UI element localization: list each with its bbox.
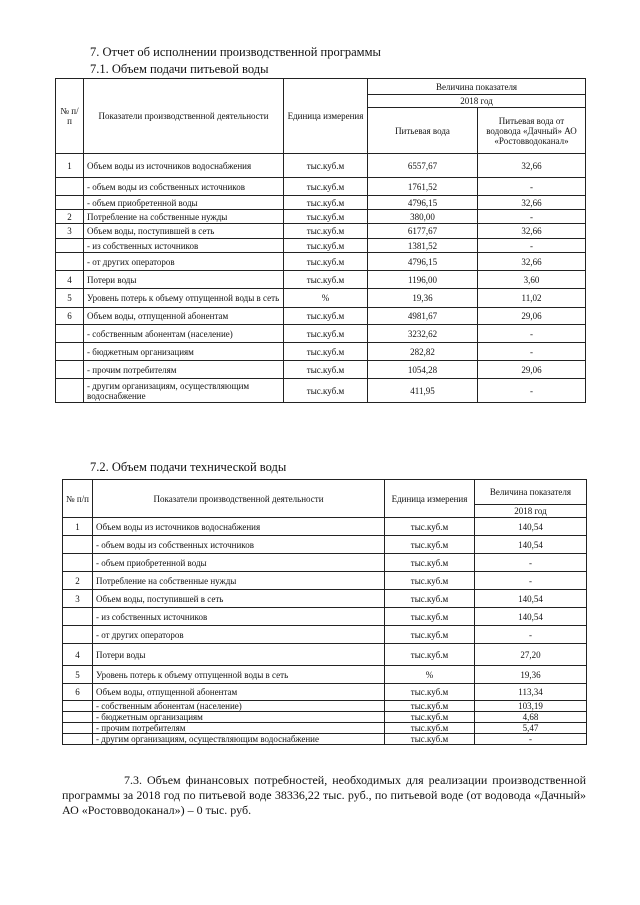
row-unit: тыс.куб.м bbox=[385, 608, 475, 626]
row-num: 3 bbox=[63, 590, 93, 608]
technical-water-table-header bbox=[63, 480, 587, 518]
drinking-water-table-body bbox=[56, 154, 586, 403]
row-unit: тыс.куб.м bbox=[284, 196, 368, 210]
header-year: 2018 год bbox=[475, 505, 587, 518]
row-unit: тыс.куб.м bbox=[385, 723, 475, 734]
row-indicator: Объем воды, отпущенной абонентам bbox=[84, 308, 284, 325]
row-value-drinking: 1381,52 bbox=[368, 239, 478, 253]
row-indicator: - из собственных источников bbox=[84, 239, 284, 253]
header-unit: Единица измерения bbox=[385, 480, 475, 518]
row-num: 4 bbox=[56, 271, 84, 289]
row-value-dachny: - bbox=[478, 343, 586, 361]
row-value: 19,36 bbox=[475, 666, 587, 684]
row-unit: тыс.куб.м bbox=[385, 626, 475, 644]
row-unit: тыс.куб.м bbox=[385, 701, 475, 712]
row-unit: тыс.куб.м bbox=[385, 572, 475, 590]
row-value-dachny: - bbox=[478, 178, 586, 196]
row-num: 1 bbox=[63, 518, 93, 536]
row-num bbox=[56, 325, 84, 343]
row-value: - bbox=[475, 734, 587, 745]
row-value-drinking: 282,82 bbox=[368, 343, 478, 361]
table-row bbox=[56, 361, 586, 379]
row-value-dachny: 32,66 bbox=[478, 253, 586, 271]
row-unit: тыс.куб.м bbox=[284, 178, 368, 196]
table-row bbox=[56, 271, 586, 289]
row-unit: тыс.куб.м bbox=[284, 224, 368, 239]
row-value: - bbox=[475, 626, 587, 644]
row-indicator: - от других операторов bbox=[93, 626, 385, 644]
table-row bbox=[56, 224, 586, 239]
row-value-dachny: 32,66 bbox=[478, 224, 586, 239]
row-num bbox=[63, 723, 93, 734]
row-indicator: - объем приобретенной воды bbox=[93, 554, 385, 572]
technical-water-table-body bbox=[63, 518, 587, 745]
row-num bbox=[63, 536, 93, 554]
row-indicator: - собственным абонентам (население) bbox=[93, 701, 385, 712]
row-num: 4 bbox=[63, 644, 93, 666]
finance-paragraph bbox=[62, 773, 586, 818]
header-col-dachny: Питьевая вода от водовода «Дачный» АО «Ростовводоканал» bbox=[478, 108, 586, 154]
table-row bbox=[63, 572, 587, 590]
row-unit: тыс.куб.м bbox=[385, 536, 475, 554]
table-row bbox=[63, 734, 587, 745]
row-num bbox=[56, 253, 84, 271]
table-row bbox=[56, 154, 586, 178]
row-num bbox=[56, 343, 84, 361]
row-num: 2 bbox=[63, 572, 93, 590]
row-unit: тыс.куб.м bbox=[385, 644, 475, 666]
table-row bbox=[63, 608, 587, 626]
table-row bbox=[63, 626, 587, 644]
row-value: - bbox=[475, 554, 587, 572]
row-value-dachny: - bbox=[478, 325, 586, 343]
row-value: 103,19 bbox=[475, 701, 587, 712]
row-value-dachny: - bbox=[478, 239, 586, 253]
row-indicator: - бюджетным организациям bbox=[84, 343, 284, 361]
row-indicator: Уровень потерь к объему отпущенной воды в сеть bbox=[84, 289, 284, 308]
technical-water-table bbox=[62, 479, 587, 745]
row-unit: тыс.куб.м bbox=[284, 154, 368, 178]
table-row bbox=[56, 308, 586, 325]
row-num bbox=[63, 626, 93, 644]
table-row bbox=[63, 590, 587, 608]
row-unit: тыс.куб.м bbox=[385, 554, 475, 572]
row-unit: тыс.куб.м bbox=[284, 210, 368, 224]
header-num: № п/п bbox=[63, 480, 93, 518]
row-unit: тыс.куб.м bbox=[284, 308, 368, 325]
table-row bbox=[63, 701, 587, 712]
table-row bbox=[63, 536, 587, 554]
row-indicator: Объем воды из источников водоснабжения bbox=[93, 518, 385, 536]
row-value: 5,47 bbox=[475, 723, 587, 734]
row-indicator: - другим организациям, осуществляющим водоснабжение bbox=[93, 734, 385, 745]
table-row bbox=[56, 239, 586, 253]
row-num bbox=[56, 196, 84, 210]
table-row bbox=[56, 253, 586, 271]
row-unit: тыс.куб.м bbox=[284, 343, 368, 361]
row-unit: тыс.куб.м bbox=[385, 734, 475, 745]
table-row bbox=[56, 343, 586, 361]
row-value: 140,54 bbox=[475, 608, 587, 626]
row-value-drinking: 19,36 bbox=[368, 289, 478, 308]
table-row bbox=[63, 518, 587, 536]
row-num: 3 bbox=[56, 224, 84, 239]
row-num bbox=[63, 734, 93, 745]
drinking-water-table bbox=[55, 78, 586, 403]
row-num bbox=[63, 701, 93, 712]
row-indicator: Потребление на собственные нужды bbox=[93, 572, 385, 590]
row-value-dachny: 32,66 bbox=[478, 196, 586, 210]
row-indicator: Уровень потерь к объему отпущенной воды в сеть bbox=[93, 666, 385, 684]
row-num: 1 bbox=[56, 154, 84, 178]
row-value-dachny: 32,66 bbox=[478, 154, 586, 178]
header-num: № п/п bbox=[56, 79, 84, 154]
row-value-drinking: 380,00 bbox=[368, 210, 478, 224]
row-unit: тыс.куб.м bbox=[385, 684, 475, 701]
row-indicator: - от других операторов bbox=[84, 253, 284, 271]
row-value-dachny: - bbox=[478, 210, 586, 224]
row-indicator: Объем воды из источников водоснабжения bbox=[84, 154, 284, 178]
row-num: 5 bbox=[56, 289, 84, 308]
header-value-group: Величина показателя bbox=[475, 480, 587, 505]
table-row bbox=[56, 325, 586, 343]
header-year: 2018 год bbox=[368, 95, 586, 108]
section-heading-7-2: 7.2. Объем подачи технической воды bbox=[90, 460, 287, 474]
table-row bbox=[63, 684, 587, 701]
row-unit: тыс.куб.м bbox=[284, 325, 368, 343]
row-indicator: - объем воды из собственных источников bbox=[84, 178, 284, 196]
row-value-drinking: 4796,15 bbox=[368, 196, 478, 210]
table-row bbox=[63, 554, 587, 572]
row-num bbox=[56, 379, 84, 403]
row-indicator: Объем воды, поступившей в сеть bbox=[93, 590, 385, 608]
row-unit: тыс.куб.м bbox=[385, 518, 475, 536]
table-row bbox=[63, 723, 587, 734]
row-unit: тыс.куб.м bbox=[284, 271, 368, 289]
row-num bbox=[63, 554, 93, 572]
row-num: 6 bbox=[63, 684, 93, 701]
row-indicator: - собственным абонентам (население) bbox=[84, 325, 284, 343]
row-value-dachny: 3,60 bbox=[478, 271, 586, 289]
row-value-drinking: 6557,67 bbox=[368, 154, 478, 178]
row-value-dachny: 11,02 bbox=[478, 289, 586, 308]
row-num: 2 bbox=[56, 210, 84, 224]
row-num bbox=[56, 239, 84, 253]
row-indicator: - объем воды из собственных источников bbox=[93, 536, 385, 554]
row-num bbox=[56, 361, 84, 379]
row-indicator: - другим организациям, осуществляющим водоснабжение bbox=[84, 379, 284, 403]
row-indicator: - прочим потребителям bbox=[84, 361, 284, 379]
row-unit: тыс.куб.м bbox=[284, 379, 368, 403]
header-indicator: Показатели производственной деятельности bbox=[84, 79, 284, 154]
row-value: 140,54 bbox=[475, 536, 587, 554]
row-num bbox=[56, 178, 84, 196]
row-value-dachny: 29,06 bbox=[478, 308, 586, 325]
row-unit: тыс.куб.м bbox=[284, 361, 368, 379]
section-heading-7: 7. Отчет об исполнении производственной программы bbox=[90, 45, 381, 59]
row-value-drinking: 1196,00 bbox=[368, 271, 478, 289]
row-unit: тыс.куб.м bbox=[284, 239, 368, 253]
header-value-group: Величина показателя bbox=[368, 79, 586, 95]
table-row bbox=[63, 712, 587, 723]
table-row bbox=[63, 644, 587, 666]
row-value: 27,20 bbox=[475, 644, 587, 666]
drinking-water-table-header bbox=[56, 79, 586, 154]
row-unit: % bbox=[385, 666, 475, 684]
row-num: 5 bbox=[63, 666, 93, 684]
row-value-drinking: 4796,15 bbox=[368, 253, 478, 271]
row-indicator: Потребление на собственные нужды bbox=[84, 210, 284, 224]
header-col-drinking: Питьевая вода bbox=[368, 108, 478, 154]
row-value: 140,54 bbox=[475, 518, 587, 536]
header-indicator: Показатели производственной деятельности bbox=[93, 480, 385, 518]
row-value-drinking: 3232,62 bbox=[368, 325, 478, 343]
row-unit: % bbox=[284, 289, 368, 308]
row-value-drinking: 411,95 bbox=[368, 379, 478, 403]
row-value-dachny: 29,06 bbox=[478, 361, 586, 379]
row-indicator: Потери воды bbox=[93, 644, 385, 666]
table-row bbox=[63, 666, 587, 684]
row-indicator: Объем воды, отпущенной абонентам bbox=[93, 684, 385, 701]
row-value: - bbox=[475, 572, 587, 590]
row-indicator: - из собственных источников bbox=[93, 608, 385, 626]
row-num: 6 bbox=[56, 308, 84, 325]
table-row bbox=[56, 379, 586, 403]
row-value-drinking: 4981,67 bbox=[368, 308, 478, 325]
row-value-drinking: 6177,67 bbox=[368, 224, 478, 239]
row-value-drinking: 1761,52 bbox=[368, 178, 478, 196]
row-indicator: Потери воды bbox=[84, 271, 284, 289]
row-unit: тыс.куб.м bbox=[284, 253, 368, 271]
row-unit: тыс.куб.м bbox=[385, 590, 475, 608]
row-num bbox=[63, 608, 93, 626]
header-unit: Единица измерения bbox=[284, 79, 368, 154]
row-value-dachny: - bbox=[478, 379, 586, 403]
table-row bbox=[56, 210, 586, 224]
table-row bbox=[56, 178, 586, 196]
table-row bbox=[56, 196, 586, 210]
row-value: 4,68 bbox=[475, 712, 587, 723]
row-unit: тыс.куб.м bbox=[385, 712, 475, 723]
row-value: 113,34 bbox=[475, 684, 587, 701]
row-indicator: - прочим потребителям bbox=[93, 723, 385, 734]
row-num bbox=[63, 712, 93, 723]
row-value: 140,54 bbox=[475, 590, 587, 608]
table-row bbox=[56, 289, 586, 308]
row-indicator: - бюджетным организациям bbox=[93, 712, 385, 723]
row-indicator: Объем воды, поступившей в сеть bbox=[84, 224, 284, 239]
section-heading-7-1: 7.1. Объем подачи питьевой воды bbox=[90, 62, 269, 76]
row-value-drinking: 1054,28 bbox=[368, 361, 478, 379]
finance-paragraph-text: 7.3. Объем финансовых потребностей, необходимых для реализации производственной программы за 2018 год по питьевой воде 38336,22 тыс. руб., по питьевой воде (от водовода «Дачный» АО «Ростовводоканал») – 0 тыс. руб. bbox=[62, 773, 586, 817]
row-indicator: - объем приобретенной воды bbox=[84, 196, 284, 210]
